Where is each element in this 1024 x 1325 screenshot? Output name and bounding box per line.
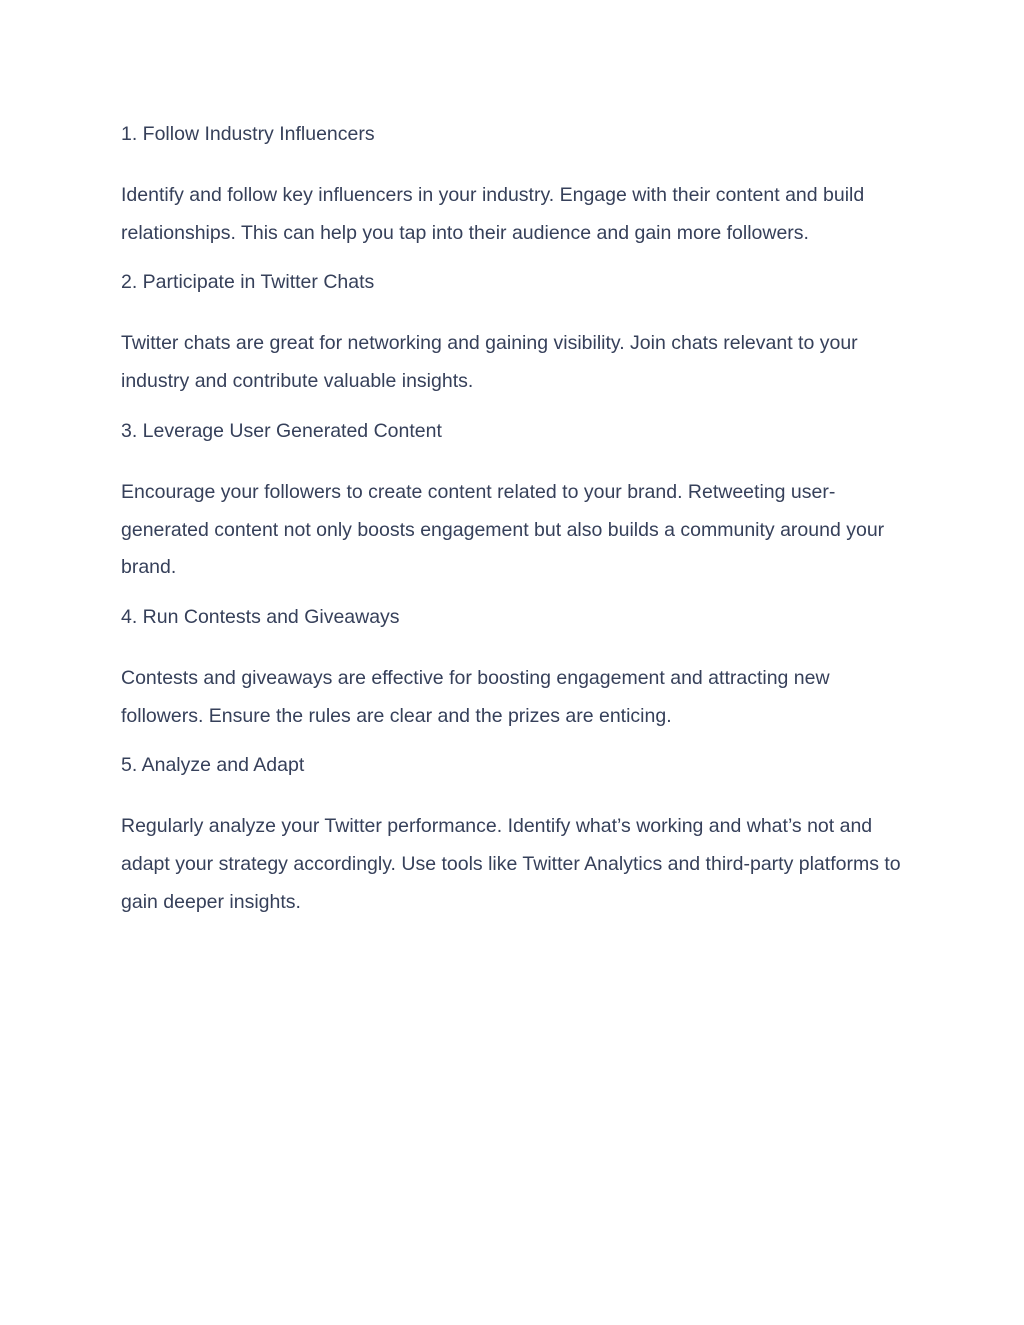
section-paragraph: Encourage your followers to create content related to your brand. Retweeting user-generated content not only boosts engagement but also builds a community around your brand. <box>121 480 885 579</box>
section-heading: 4. Run Contests and Giveaways <box>121 605 400 628</box>
section-follow-influencers <box>121 118 911 252</box>
section-paragraph: Regularly analyze your Twitter performance. Identify what’s working and what’s not and adapt your strategy accordingly. Use tools like Twitter Analytics and third-party platforms to gain deeper insights. <box>121 815 901 913</box>
section-paragraph: Identify and follow key influencers in your industry. Engage with their content and build relationships. This can help you tap into their audience and gain more followers. <box>121 184 865 244</box>
section-heading: 2. Participate in Twitter Chats <box>121 271 375 294</box>
section-paragraph: Contests and giveaways are effective for boosting engagement and attracting new followers. Ensure the rules are clear and the prizes are enticing. <box>121 666 830 727</box>
section-heading: 1. Follow Industry Influencers <box>121 123 375 145</box>
section-twitter-chats <box>121 266 911 400</box>
section-paragraph: Twitter chats are great for networking and gaining visibility. Join chats relevant to your industry and contribute valuable insights. <box>121 332 858 393</box>
section-heading: 5. Analyze and Adapt <box>121 754 305 777</box>
section-user-generated-content <box>121 415 911 587</box>
document-content <box>121 118 911 935</box>
section-contests-giveaways <box>121 601 911 735</box>
section-heading: 3. Leverage User Generated Content <box>121 419 442 442</box>
section-analyze-adapt <box>121 749 911 921</box>
